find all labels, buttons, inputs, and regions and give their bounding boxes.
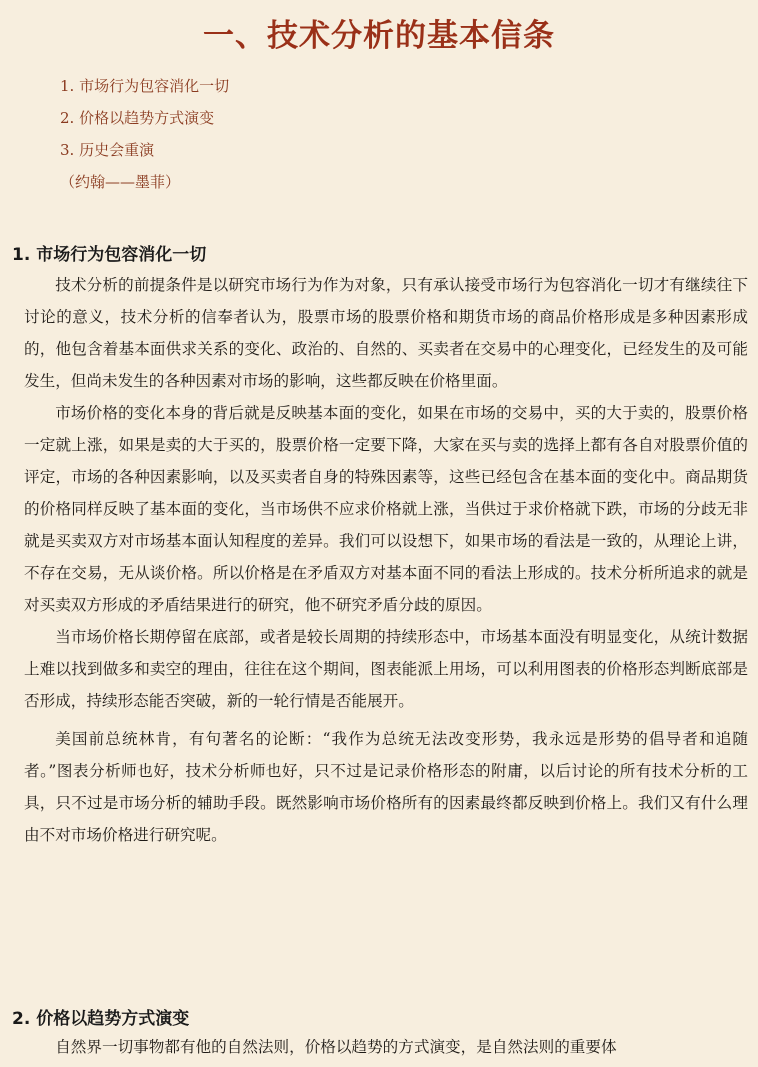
paragraph: 当市场价格长期停留在底部，或者是较长周期的持续形态中，市场基本面没有明显变化，从统计数据上难以找到做多和卖空的理由，往往在这个期间，图表能派上用场，可以利用图表的价格形态判断底部是否形成，持续形态能否突破，新的一轮行情是否能展开。 bbox=[24, 628, 748, 710]
section-body-2 bbox=[24, 1031, 748, 1063]
principles-list bbox=[60, 70, 229, 198]
paragraph: 自然界一切事物都有他的自然法则，价格以趋势的方式演变，是自然法则的重要体 bbox=[55, 1038, 617, 1056]
paragraph: 美国前总统林肯，有句著名的论断：“我作为总统无法改变形势，我永远是形势的倡导者和追随者。”图表分析师也好，技术分析师也好，只不过是记录价格形态的附庸，以后讨论的所有技术分析的工具，只不过是市场分析的辅助手段。既然影响市场价格所有的因素最终都反映到价格上。我们又有什么理由不对市场价格进行研究呢。 bbox=[24, 730, 748, 844]
attribution: （约翰——墨菲） bbox=[60, 173, 181, 191]
section-heading-2: 2. 价格以趋势方式演变 bbox=[12, 1009, 190, 1029]
paragraph: 技术分析的前提条件是以研究市场行为作为对象，只有承认接受市场行为包容消化一切才有继续往下讨论的意义，技术分析的信奉者认为，股票市场的股票价格和期货市场的商品价格形成是多种因素形成的，他包含着基本面供求关系的变化、政治的、自然的、买卖者在交易中的心理变化，已经发生的及可能发生，但尚未发生的各种因素对市场的影响，这些都反映在价格里面。 bbox=[24, 276, 748, 390]
page-title: 一、技术分析的基本信条 bbox=[203, 18, 555, 54]
section-heading-1: 1. 市场行为包容消化一切 bbox=[12, 245, 207, 265]
principle-item-1: 1. 市场行为包容消化一切 bbox=[60, 77, 230, 95]
paragraph: 市场价格的变化本身的背后就是反映基本面的变化，如果在市场的交易中，买的大于卖的，股票价格一定就上涨，如果是卖的大于买的，股票价格一定要下降，大家在买与卖的选择上都有各自对股票价值的评定，市场的各种因素影响，以及买卖者自身的特殊因素等，这些已经包含在基本面的变化中。商品期货的价格同样反映了基本面的变化，当市场供不应求价格就上涨，当供过于求价格就下跌，市场的分歧无非就是买卖双方对市场基本面认知程度的差异。我们可以设想下，如果市场的看法是一致的，从理论上讲，不存在交易，无从谈价格。所以价格是在矛盾双方对基本面不同的看法上形成的。技术分析所追求的就是对买卖双方形成的矛盾结果进行的研究，他不研究矛盾分歧的原因。 bbox=[24, 404, 748, 614]
principle-item-2: 2. 价格以趋势方式演变 bbox=[60, 109, 215, 127]
principle-item-3: 3. 历史会重演 bbox=[60, 141, 155, 159]
section-body-1 bbox=[24, 269, 748, 851]
